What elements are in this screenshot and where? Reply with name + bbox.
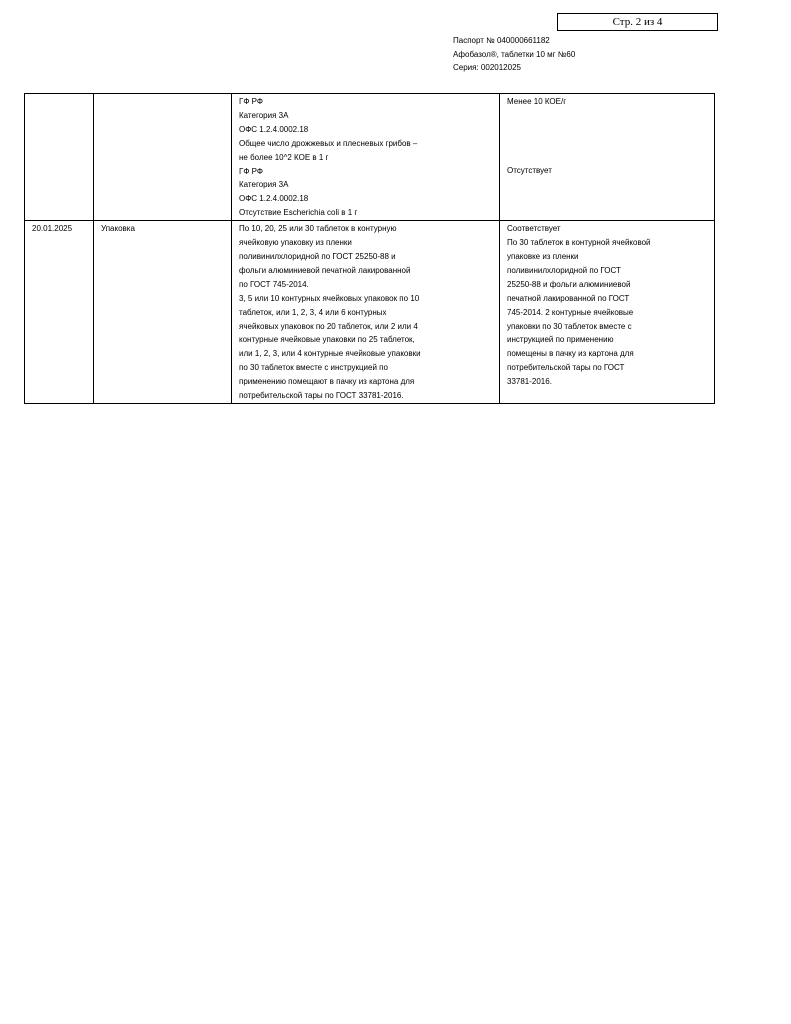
series-number: Серия: 002012025 [453,63,521,72]
table-row [25,221,715,404]
result-cell [500,221,715,404]
quality-table [24,93,715,404]
requirement-line: Общее число дрожжевых и плесневых грибов – [239,138,418,148]
requirement-line: по 30 таблеток вместе с инструкцией по [239,363,388,373]
result-line [507,151,714,165]
passport-header [453,34,575,75]
requirement-line: не более 10^2 КОЕ в 1 г [239,152,329,162]
result-line: Отсутствует [507,166,552,176]
requirement-line: Категория 3А [239,110,289,120]
indicator-text: Упаковка [101,224,135,234]
result-line [507,137,714,151]
requirement-line: По 10, 20, 25 или 30 таблеток в контурную [239,224,397,234]
requirement-line: 3, 5 или 10 контурных ячейковых упаковок по 10 [239,293,420,303]
indicator-cell [94,94,232,221]
requirement-cell [232,221,500,404]
result-line: 25250-88 и фольги алюминиевой [507,279,631,289]
result-line: упаковки по 30 таблеток вместе с [507,321,632,331]
requirement-line: контурные ячейковые упаковки по 25 таблеток, [239,335,415,345]
result-line: По 30 таблеток в контурной ячейковой [507,238,651,248]
requirement-cell [232,94,500,221]
product-name: Афобазол®, таблетки 10 мг №60 [453,49,576,59]
requirement-line: таблеток, или 1, 2, 3, 4 или 6 контурных [239,307,387,317]
requirement-line: ОФС 1.2.4.0002.18 [239,194,309,204]
result-line: 745-2014. 2 контурные ячейковые [507,307,634,317]
date-cell [25,94,94,221]
result-line: Соответствует [507,224,561,234]
result-line: упаковке из пленки [507,251,579,261]
requirement-line: ГФ РФ [239,166,263,176]
requirement-line: фольги алюминиевой печатной лакированной [239,265,411,275]
requirement-line: или 1, 2, 3, или 4 контурные ячейковые упаковки [239,349,421,359]
requirement-line: ГФ РФ [239,97,263,106]
requirement-line: применению помещают в пачку из картона для [239,377,415,387]
requirement-line: Категория 3А [239,180,289,190]
requirement-line: ячейковую упаковку из пленки [239,238,352,248]
result-line: 33781-2016. [507,377,552,387]
page-number-label: Стр. 2 из 4 [612,16,663,28]
requirement-line: Отсутствие Escherichia coli в 1 г [239,208,358,218]
result-line: поливинилхлоридной по ГОСТ [507,265,621,275]
date-text: 20.01.2025 [32,224,73,234]
requirement-line: ячейковых упаковок по 20 таблеток, или 2 или 4 [239,321,418,331]
result-line: потребительской тары по ГОСТ [507,363,625,373]
result-cell [500,94,715,221]
result-line: Менее 10 КОЕ/г [507,97,567,106]
indicator-cell [94,221,232,404]
result-line: печатной лакированной по ГОСТ [507,293,630,303]
result-line: инструкцией по применению [507,335,614,345]
date-cell [25,221,94,404]
requirement-line: ОФС 1.2.4.0002.18 [239,124,309,134]
requirement-line: потребительской тары по ГОСТ 33781-2016. [239,391,404,401]
table-row [25,94,715,221]
result-line [507,123,714,137]
page-number-box [557,13,718,31]
passport-number: Паспорт № 040000661182 [453,36,550,45]
result-line [507,109,714,123]
result-line: помещены в пачку из картона для [507,349,634,359]
requirement-line: поливинилхлоридной по ГОСТ 25250-88 и [239,251,396,261]
requirement-line: по ГОСТ 745-2014. [239,279,309,289]
